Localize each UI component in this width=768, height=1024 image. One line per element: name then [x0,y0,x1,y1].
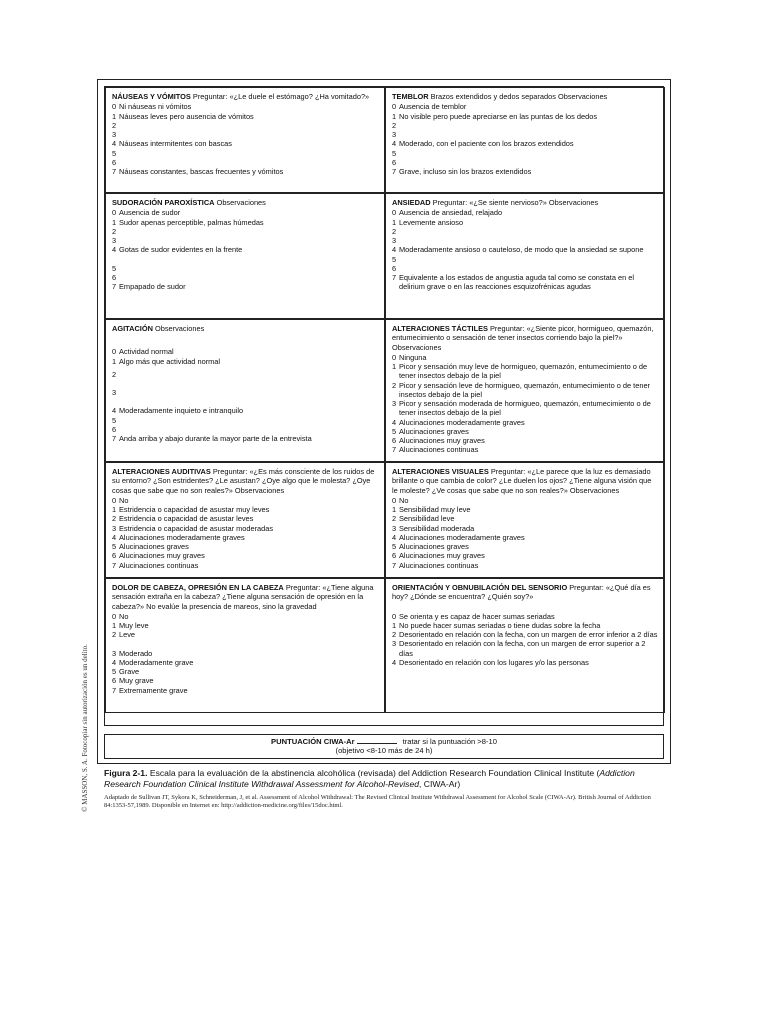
score-item [112,416,378,425]
score-description: Ausencia de sudor [119,208,181,218]
score-number: 5 [392,426,397,436]
section-instructions: Preguntar: «¿Tiene alguna sensación extraña en la cabeza? ¿Tiene alguna sensación de opresión en la cabeza?» No evalúe la presencia de mareos, sino la gravedad [112,583,374,611]
score-description: Ausencia de ansiedad, relajado [399,208,503,218]
score-item [112,542,378,551]
score-number: 1 [112,621,117,630]
score-number: 0 [112,347,117,357]
score-number: 6 [392,263,397,273]
spacer [112,255,378,264]
score-description [399,121,658,130]
score-description: Empapado de sudor [119,282,186,291]
score-item [392,236,658,245]
score-description: Grave [119,667,140,676]
score-item [392,427,658,436]
ciwa-section [105,578,385,713]
score-number: 6 [112,157,117,167]
score-description: Náuseas leves pero ausencia de vómitos [119,111,254,121]
score-item [112,561,378,570]
score-description: Alucinaciones graves [399,542,469,551]
score-description: Muy leve [119,621,149,630]
score-description [119,264,378,273]
score-number: 2 [392,630,397,639]
score-description: Moderadamente ansioso o cauteloso, de modo que la ansiedad se supone [399,245,644,255]
score-item [392,139,658,148]
section-instructions: Observaciones [214,198,266,207]
score-description: Gotas de sudor evidentes en la frente [119,245,243,255]
score-description [399,264,658,273]
score-number: 4 [112,139,117,149]
score-number: 6 [392,436,397,445]
ciwa-section [105,462,385,578]
score-number: 7 [392,560,397,570]
score-item [392,227,658,236]
spacer [112,334,378,347]
score-number: 5 [112,415,117,425]
score-number: 2 [112,120,117,130]
score-number: 3 [112,648,117,658]
score-description: Desorientado en relación con la fecha, con un margen de error inferior a 2 días [399,630,658,639]
score-item [392,149,658,158]
score-number: 1 [392,505,397,514]
score-item [112,121,378,130]
score-description: Moderado [119,648,153,658]
score-number: 2 [112,369,117,379]
score-number: 4 [112,657,117,667]
score-description: Alucinaciones moderadamente graves [399,532,525,542]
score-label: PUNTUACIÓN CIWA-Ar [271,737,355,746]
score-description: Sensibilidad moderada [399,523,475,533]
score-number: 1 [392,217,397,227]
score-number: 6 [392,157,397,167]
score-number: 5 [112,542,117,551]
score-item [112,149,378,158]
score-description [119,121,378,130]
score-description [119,236,378,245]
score-description: Picor y sensación moderada de hormigueo, quemazón, entumecimiento o de tener insectos debajo de la piel [399,399,651,418]
score-description: Alucinaciones muy graves [399,436,485,445]
section-heading [112,467,378,495]
score-item [392,418,658,427]
score-number: 1 [112,356,117,366]
score-item [112,612,378,621]
score-description: Desorientado en relación con la fecha, con un margen de error superior a 2 días [399,639,646,658]
section-instructions: Preguntar: «¿Le parece que la luz es demasiado brillante o que cambia de color? ¿Le duelen los ojos? ¿Tiene alguna visión que le moleste? ¿Ve cosas que sabe que no son reales?» Observaciones [392,467,652,495]
score-item [112,227,378,236]
score-number: 0 [392,208,397,218]
score-item [392,621,658,630]
score-item [112,496,378,505]
score-number: 3 [392,523,397,533]
score-number: 6 [392,551,397,561]
score-number: 2 [392,120,397,130]
score-number: 0 [392,102,397,112]
score-item [112,102,378,111]
caption-italic: Addiction Research Foundation Clinical Institute Withdrawal Assessment for Alcohol-Revised [104,768,635,789]
score-description [119,273,378,282]
section-heading [392,92,658,101]
score-item [392,551,658,560]
score-description: Náuseas intermitentes con bascas [119,139,232,149]
score-description: Moderadamente inquieto e intranquilo [119,406,244,416]
score-item [112,236,378,245]
score-item [392,496,658,505]
score-description: Alucinaciones moderadamente graves [119,532,245,542]
score-description: No [119,611,129,621]
score-item [392,353,658,362]
score-item [112,406,378,415]
score-description [119,158,378,167]
score-item [112,218,378,227]
score-item [392,436,658,445]
section-heading [392,198,658,207]
score-description: Equivalente a los estados de angustia aguda tal como se constata en el delirium grave o en las reacciones esquizofrénicas agudas [399,273,635,292]
score-number: 7 [112,167,117,176]
score-item [392,612,658,621]
score-item [392,630,658,639]
section-instructions: Brazos extendidos y dedos separados Observaciones [428,92,608,101]
score-description: Sensibilidad leve [399,514,455,524]
section-instructions: Preguntar: «¿Siente picor, hormigueo, quemazón, entumecimiento o sensación de tener insectos corriendo bajo la piel?» Observaciones [392,324,654,352]
copyright-sidebar [78,630,92,826]
score-number: 3 [112,130,117,139]
score-description: Algo más que actividad normal [119,356,221,366]
section-heading [392,467,658,495]
section-heading [392,324,658,352]
section-title: ALTERACIONES VISUALES [392,467,489,476]
ciwa-section [105,87,385,193]
score-number: 4 [392,245,397,255]
score-description: Ausencia de temblor [399,102,467,112]
score-item [112,112,378,121]
score-number: 0 [112,611,117,621]
figure-caption [104,768,670,789]
score-number: 6 [112,551,117,561]
score-number: 3 [112,236,117,245]
section-title: ALTERACIONES TÁCTILES [392,324,488,333]
score-description: Ninguna [399,352,427,362]
score-number: 5 [392,148,397,158]
score-item [392,381,658,400]
score-description: Moderado, con el paciente con los brazos extendidos [399,139,574,149]
score-number: 3 [112,523,117,533]
score-description: Alucinaciones muy graves [119,551,205,561]
score-number: 2 [392,380,397,390]
score-item [112,505,378,514]
score-description [119,416,378,425]
score-description [119,149,378,158]
score-objective: (objetivo <8-10 más de 24 h) [335,746,433,756]
spacer [112,640,378,649]
score-number: 0 [112,495,117,505]
score-item [392,542,658,551]
score-description: No [119,495,129,505]
score-note: tratar si la puntuación >8-10 [402,737,497,746]
section-title: DOLOR DE CABEZA, OPRESIÓN EN LA CABEZA [112,583,284,592]
score-number: 7 [112,282,117,291]
score-number: 4 [392,139,397,149]
score-item [112,551,378,560]
score-item [392,245,658,254]
score-item [112,357,378,366]
score-number: 2 [112,226,117,236]
score-item [392,524,658,533]
score-item [112,425,378,434]
ciwa-section [385,578,665,713]
section-instructions: Preguntar: «¿Le duele el estómago? ¿Ha vomitado?» [190,92,370,101]
score-item [112,208,378,217]
score-description: Sensibilidad muy leve [399,505,471,514]
score-item [112,167,378,176]
score-number: 4 [112,406,117,416]
score-box [104,734,664,759]
score-number: 1 [392,362,397,371]
score-item [112,264,378,273]
spacer [112,379,378,388]
section-title: ORIENTACIÓN Y OBNUBILACIÓN DEL SENSORIO [392,583,568,592]
score-number: 3 [392,399,397,408]
score-number: 2 [112,514,117,524]
ciwa-section [105,193,385,319]
score-description: Sudor apenas perceptible, palmas húmedas [119,217,264,227]
ciwa-section [385,87,665,193]
score-description [399,255,658,264]
score-number: 2 [392,226,397,236]
score-item [392,130,658,139]
section-heading [112,583,378,611]
score-description [119,227,378,236]
score-item [392,514,658,523]
score-number: 3 [392,236,397,245]
score-item [392,208,658,217]
spacer [392,603,658,612]
score-number: 2 [112,630,117,640]
caption-text: Escala para la evaluación de la abstinencia alcohólica (revisada) del Addiction Research Foundation Clinical Institute ( [149,768,600,778]
score-number: 4 [112,532,117,542]
score-description: Desorientado en relación con los lugares y/o las personas [399,657,589,667]
score-number: 0 [392,611,397,621]
score-description [399,158,658,167]
score-number: 7 [112,685,117,695]
score-description: Anda arriba y abajo durante la mayor parte de la entrevista [119,434,312,443]
score-item [392,264,658,273]
score-number: 0 [112,102,117,112]
score-item [112,676,378,685]
ciwa-section [385,319,665,462]
score-description: Alucinaciones graves [399,426,469,436]
score-number: 0 [112,208,117,218]
section-title: NÁUSEAS Y VÓMITOS [112,92,191,101]
score-number: 5 [112,667,117,676]
section-title: ANSIEDAD [392,198,431,207]
score-item [392,445,658,454]
score-item [392,505,658,514]
score-item [392,658,658,667]
score-item [392,533,658,542]
score-number: 7 [112,434,117,443]
score-item [392,112,658,121]
score-description [119,388,378,397]
score-description [399,236,658,245]
score-description: Grave, incluso sin los brazos extendidos [399,167,532,176]
score-description: Moderadamente grave [119,657,194,667]
score-item [112,524,378,533]
score-number: 7 [392,167,397,176]
score-item [392,362,658,381]
score-number: 1 [112,111,117,121]
section-instructions: Observaciones [152,324,205,333]
score-item [112,533,378,542]
score-number: 7 [392,273,397,282]
score-number: 3 [112,388,117,397]
score-item [392,561,658,570]
score-description: Alucinaciones continuas [399,560,479,570]
score-item [392,273,658,292]
score-description: Estridencia o capacidad de asustar leves [119,514,254,524]
score-item [112,434,378,443]
figure-number: Figura 2-1. [104,768,148,778]
score-item [112,130,378,139]
section-title: AGITACIÓN [112,324,153,333]
score-description: No puede hacer sumas seriadas o tiene dudas sobre la fecha [399,620,601,630]
score-description: Levemente ansioso [399,217,464,227]
ciwa-section [385,462,665,578]
score-description: Alucinaciones muy graves [399,551,485,561]
score-item [392,102,658,111]
score-description: Extremamente grave [119,685,188,695]
score-description: Alucinaciones moderadamente graves [399,417,525,427]
score-number: 6 [112,676,117,686]
score-item [392,121,658,130]
score-description [119,370,378,379]
section-heading [112,92,378,101]
score-description: Náuseas constantes, bascas frecuentes y vómitos [119,167,284,176]
source-note: Adaptado de Sullivan JT, Sykora K, Schneiderman, J, et al. Assessment of Alcohol Withdrawal: The Revised Clinical Institute Withdrawal Assessment for Alcohol Scale (CIWA-Ar). British Journal of Addiction 84:1353-57,1989. Disponible en Internet en: http://addiction-medicine.org/files/15doc.html. [104,794,651,810]
score-description: Alucinaciones continuas [399,445,479,455]
score-item [112,658,378,667]
section-heading [392,583,658,602]
score-blank [357,743,397,744]
score-description [399,149,658,158]
score-item [112,370,378,379]
score-description [119,425,378,434]
score-item [112,649,378,658]
score-number: 6 [112,272,117,282]
score-description: No visible pero puede apreciarse en las puntas de los dedos [399,111,598,121]
score-number: 5 [392,542,397,551]
score-number: 6 [112,424,117,434]
section-heading [112,324,378,333]
score-description: Ni náuseas ni vómitos [119,102,192,112]
section-title: TEMBLOR [392,92,429,101]
section-instructions: Preguntar: «¿Es más consciente de los ruidos de su entorno? ¿Son estridentes? ¿Le asustan? ¿Oye algo que le molesta? ¿Oye cosas que sabe que no son reales?» Observaciones [112,467,375,495]
score-description [399,130,658,139]
ciwa-section [385,193,665,319]
score-item [112,667,378,676]
copyright-text: © MASSON, S. A. Fotocopiar sin autorización es un delito. [81,644,89,812]
score-number: 5 [392,254,397,264]
score-item [392,158,658,167]
score-item [112,273,378,282]
score-item [112,388,378,397]
section-heading [112,198,378,207]
section-instructions: Preguntar: «¿Qué día es hoy? ¿Dónde se encuentra? ¿Quién soy?» [392,583,651,602]
score-number: 4 [392,417,397,427]
score-item [392,167,658,176]
score-description: Alucinaciones graves [119,542,189,551]
spacer [112,397,378,406]
score-number: 5 [112,263,117,273]
score-number: 5 [112,148,117,158]
score-number: 1 [392,620,397,630]
section-title: ALTERACIONES AUDITIVAS [112,467,211,476]
score-number: 7 [392,445,397,455]
score-number: 0 [392,495,397,505]
score-item [112,158,378,167]
score-number: 0 [392,352,397,362]
score-number: 1 [112,505,117,514]
score-description: Alucinaciones continuas [119,560,199,570]
score-description [399,227,658,236]
score-number: 3 [392,639,397,649]
score-description: Estridencia o capacidad de asustar muy leves [119,505,270,514]
section-instructions: Preguntar: «¿Se siente nervioso?» Observaciones [430,198,599,207]
score-item [392,218,658,227]
score-item [112,621,378,630]
caption-end: , CIWA-Ar) [419,778,461,789]
score-item [112,630,378,639]
score-number: 3 [392,130,397,139]
ciwa-section [105,319,385,462]
score-description: Actividad normal [119,347,174,357]
ciwa-grid [104,86,664,726]
score-number: 7 [112,560,117,570]
score-item [112,245,378,254]
score-item [112,514,378,523]
score-number: 1 [112,217,117,227]
score-description: Picor y sensación leve de hormigueo, quemazón, entumecimiento o de tener insectos debajo de la piel [399,380,651,399]
score-number: 1 [392,111,397,121]
score-item [112,686,378,695]
score-description: Estridencia o capacidad de asustar moderadas [119,523,274,533]
score-description: No [399,495,409,505]
score-description: Muy grave [119,676,154,686]
score-number: 4 [392,657,397,667]
section-title: SUDORACIÓN PAROXÍSTICA [112,198,215,207]
score-description: Picor y sensación muy leve de hormigueo, quemazón, entumecimiento o de tener insectos debajo de la piel [399,362,648,381]
score-item [392,399,658,418]
score-item [392,255,658,264]
score-item [112,347,378,356]
score-item [392,639,658,658]
score-item [112,282,378,291]
score-description [119,130,378,139]
score-description: Leve [119,630,136,640]
score-description: Se orienta y es capaz de hacer sumas seriadas [399,611,555,621]
score-number: 4 [112,245,117,255]
score-item [112,139,378,148]
score-number: 2 [392,514,397,524]
score-number: 4 [392,532,397,542]
